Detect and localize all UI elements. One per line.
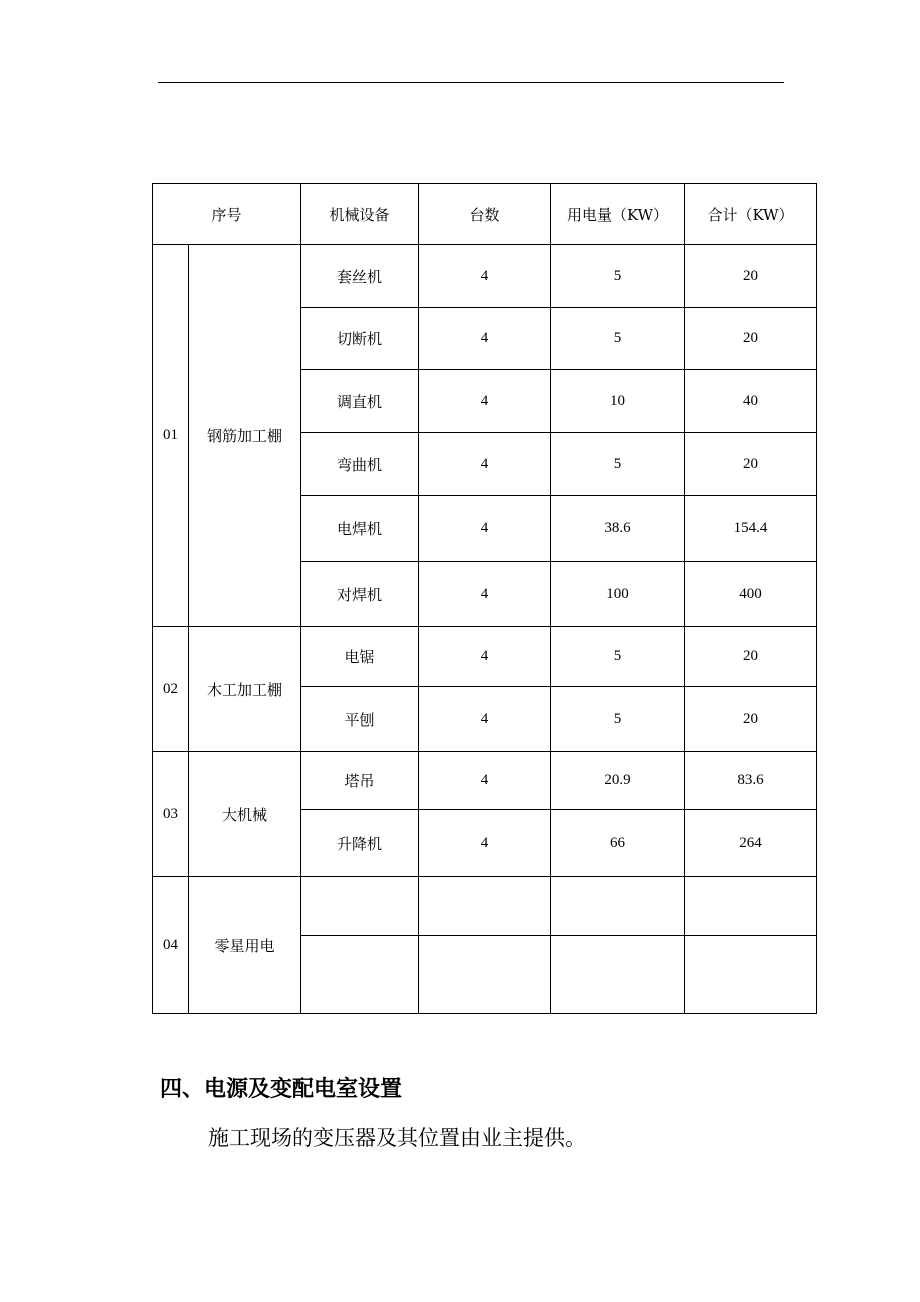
- equipment-cell: 塔吊: [301, 752, 419, 810]
- group-number: 01: [153, 245, 189, 627]
- equipment-cell: [301, 936, 419, 1014]
- count-cell: 4: [419, 687, 551, 752]
- header-equipment: 机械设备: [301, 184, 419, 245]
- group-name: 零星用电: [189, 877, 301, 1014]
- group-number: 04: [153, 877, 189, 1014]
- count-cell: 4: [419, 810, 551, 877]
- equipment-cell: 弯曲机: [301, 433, 419, 496]
- power-cell: [551, 877, 685, 936]
- count-cell: 4: [419, 370, 551, 433]
- table-row: [153, 877, 817, 936]
- group-number: 02: [153, 627, 189, 752]
- total-cell: 40: [685, 370, 817, 433]
- header-seq: 序号: [153, 184, 301, 245]
- power-cell: 66: [551, 810, 685, 877]
- header-total: 合计（KW）: [685, 184, 817, 245]
- table-row: [153, 245, 817, 308]
- total-cell: 20: [685, 627, 817, 687]
- equipment-cell: 平刨: [301, 687, 419, 752]
- equipment-cell: 对焊机: [301, 562, 419, 627]
- total-cell: [685, 877, 817, 936]
- total-cell: 20: [685, 308, 817, 370]
- group-name: 大机械: [189, 752, 301, 877]
- equipment-cell: 电锯: [301, 627, 419, 687]
- power-cell: 5: [551, 687, 685, 752]
- section-heading: 四、电源及变配电室设置: [160, 1077, 403, 1102]
- total-cell: 83.6: [685, 752, 817, 810]
- group-name: 木工加工棚: [189, 627, 301, 752]
- equipment-power-table: [152, 183, 817, 1014]
- group-name: 钢筋加工棚: [189, 245, 301, 627]
- table-header-row: [153, 184, 817, 245]
- total-cell: [685, 936, 817, 1014]
- equipment-cell: 升降机: [301, 810, 419, 877]
- header-count: 台数: [419, 184, 551, 245]
- total-cell: 400: [685, 562, 817, 627]
- header-rule: [158, 82, 784, 83]
- power-cell: 100: [551, 562, 685, 627]
- total-cell: 264: [685, 810, 817, 877]
- power-cell: 5: [551, 245, 685, 308]
- power-cell: 10: [551, 370, 685, 433]
- power-cell: 5: [551, 433, 685, 496]
- power-cell: [551, 936, 685, 1014]
- equipment-cell: 电焊机: [301, 496, 419, 562]
- count-cell: 4: [419, 752, 551, 810]
- equipment-cell: 套丝机: [301, 245, 419, 308]
- total-cell: 20: [685, 245, 817, 308]
- count-cell: 4: [419, 562, 551, 627]
- equipment-cell: 切断机: [301, 308, 419, 370]
- total-cell: 20: [685, 433, 817, 496]
- power-cell: 20.9: [551, 752, 685, 810]
- group-number: 03: [153, 752, 189, 877]
- count-cell: 4: [419, 433, 551, 496]
- count-cell: 4: [419, 627, 551, 687]
- header-power: 用电量（KW）: [551, 184, 685, 245]
- count-cell: 4: [419, 245, 551, 308]
- count-cell: [419, 936, 551, 1014]
- equipment-cell: 调直机: [301, 370, 419, 433]
- table-row: [153, 627, 817, 687]
- section-paragraph: 施工现场的变压器及其位置由业主提供。: [208, 1126, 586, 1150]
- count-cell: [419, 877, 551, 936]
- count-cell: 4: [419, 308, 551, 370]
- power-cell: 5: [551, 308, 685, 370]
- power-cell: 38.6: [551, 496, 685, 562]
- equipment-cell: [301, 877, 419, 936]
- table-row: [153, 752, 817, 810]
- total-cell: 154.4: [685, 496, 817, 562]
- count-cell: 4: [419, 496, 551, 562]
- total-cell: 20: [685, 687, 817, 752]
- power-cell: 5: [551, 627, 685, 687]
